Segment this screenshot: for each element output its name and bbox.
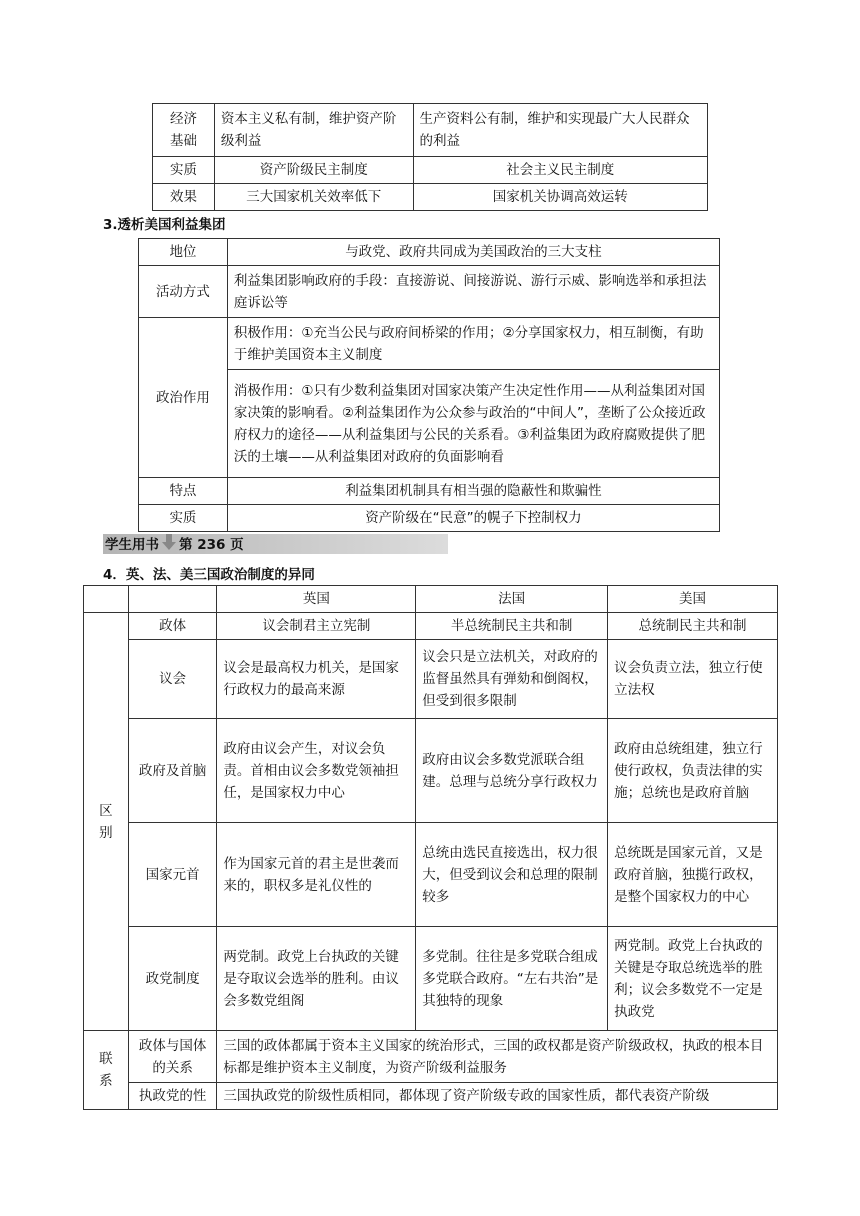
row-label: 执政党的性 [128, 1083, 217, 1110]
three-country-table [83, 585, 778, 1110]
table-cell: 三大国家机关效率低下 [214, 184, 413, 211]
table-row [84, 1031, 778, 1083]
column-header-uk: 英国 [217, 586, 416, 613]
section-3-title: 3.透析美国利益集团 [103, 217, 226, 233]
table-cell: 消极作用：①只有少数利益集团对国家决策产生决定性作用——从利益集团对国家决策的影响看。②利益集团作为公众参与政治的“中间人”，垄断了公众接近政府权力的途径——从利益集团与公民的关系看。③利益集团为政府腐败提供了肥沃的土壤——从利益集团对政府的负面影响看 [227, 370, 719, 478]
table-cell: 积极作用：①充当公民与政府间桥梁的作用；②分享国家权力，相互制衡，有助于维护美国资本主义制度 [227, 318, 719, 370]
section-4-title: 4．英、法、美三国政治制度的异同 [103, 567, 315, 583]
comparison-table-top [152, 103, 708, 211]
table-cell: 总统既是国家元首，又是政府首脑，独揽行政权，是整个国家权力的中心 [608, 823, 778, 927]
row-label: 特点 [139, 478, 228, 505]
column-header-us: 美国 [608, 586, 778, 613]
table-header-row [84, 586, 778, 613]
table-cell: 政府由议会产生，对议会负责。首相由议会多数党领袖担任，是国家权力中心 [217, 719, 416, 823]
table-row [84, 823, 778, 927]
table-row [139, 478, 720, 505]
table-row [153, 184, 708, 211]
table-cell: 两党制。政党上台执政的关键是夺取议会选举的胜利。由议会多数党组阁 [217, 927, 416, 1031]
table-cell: 三国的政体都属于资本主义国家的统治形式，三国的政权都是资产阶级政权，执政的根本目标都是维护资本主义制度，为资产阶级利益服务 [217, 1031, 778, 1083]
student-book-banner [103, 534, 448, 554]
table-cell: 议会只是立法机关，对政府的监督虽然具有弹劾和倒阁权，但受到很多限制 [416, 640, 608, 719]
banner-page: 第 236 页 [179, 537, 244, 553]
table-cell: 多党制。往往是多党联合组成多党联合政府。“左右共治”是其独特的现象 [416, 927, 608, 1031]
table-row [139, 266, 720, 318]
table-row [153, 104, 708, 157]
row-label: 政党制度 [128, 927, 217, 1031]
table-row [84, 1083, 778, 1110]
table-cell: 议会负责立法，独立行使立法权 [608, 640, 778, 719]
table-cell [84, 586, 129, 613]
table-cell: 半总统制民主共和制 [416, 613, 608, 640]
row-label: 实质 [153, 157, 215, 184]
table-cell: 两党制。政党上台执政的关键是夺取总统选举的胜利；议会多数党不一定是执政党 [608, 927, 778, 1031]
table-cell: 政府由总统组建，独立行使行政权，负责法律的实施；总统也是政府首脑 [608, 719, 778, 823]
table-cell: 总统制民主共和制 [608, 613, 778, 640]
row-label: 政治作用 [139, 318, 228, 478]
table-row [84, 640, 778, 719]
row-label: 国家元首 [128, 823, 217, 927]
table-cell: 与政党、政府共同成为美国政治的三大支柱 [227, 239, 719, 266]
table-cell: 议会制君主立宪制 [217, 613, 416, 640]
table-cell: 总统由选民直接选出，权力很大，但受到议会和总理的限制较多 [416, 823, 608, 927]
table-row [84, 613, 778, 640]
table-row [139, 318, 720, 370]
group-label-difference: 区 别 [84, 613, 129, 1031]
banner-label: 学生用书 [105, 537, 159, 553]
table-cell: 利益集团机制具有相当强的隐蔽性和欺骗性 [227, 478, 719, 505]
row-label: 政体 [128, 613, 217, 640]
row-label: 实质 [139, 505, 228, 532]
table-row [139, 239, 720, 266]
row-label: 经济 基础 [153, 104, 215, 157]
row-label: 议会 [128, 640, 217, 719]
table-cell: 国家机关协调高效运转 [413, 184, 707, 211]
row-label: 活动方式 [139, 266, 228, 318]
table-row [84, 719, 778, 823]
group-label-connection: 联 系 [84, 1031, 129, 1110]
table-cell: 资产阶级在“民意”的幌子下控制权力 [227, 505, 719, 532]
table-cell: 社会主义民主制度 [413, 157, 707, 184]
column-header-fr: 法国 [416, 586, 608, 613]
row-label: 效果 [153, 184, 215, 211]
table-row [153, 157, 708, 184]
arrow-down-icon [162, 534, 176, 556]
interest-group-table [138, 238, 720, 532]
table-cell: 资本主义私有制，维护资产阶级利益 [214, 104, 413, 157]
table-cell: 作为国家元首的君主是世袭而来的，职权多是礼仪性的 [217, 823, 416, 927]
table-cell: 三国执政党的阶级性质相同，都体现了资产阶级专政的国家性质，都代表资产阶级 [217, 1083, 778, 1110]
row-label: 政府及首脑 [128, 719, 217, 823]
table-row [139, 505, 720, 532]
table-cell: 议会是最高权力机关，是国家行政权力的最高来源 [217, 640, 416, 719]
table-row [84, 927, 778, 1031]
table-cell [128, 586, 217, 613]
row-label: 地位 [139, 239, 228, 266]
table-cell: 生产资料公有制，维护和实现最广大人民群众的利益 [413, 104, 707, 157]
table-cell: 资产阶级民主制度 [214, 157, 413, 184]
table-cell: 政府由议会多数党派联合组建。总理与总统分享行政权力 [416, 719, 608, 823]
table-cell: 利益集团影响政府的手段：直接游说、间接游说、游行示威、影响选举和承担法庭诉讼等 [227, 266, 719, 318]
row-label: 政体与国体 的关系 [128, 1031, 217, 1083]
